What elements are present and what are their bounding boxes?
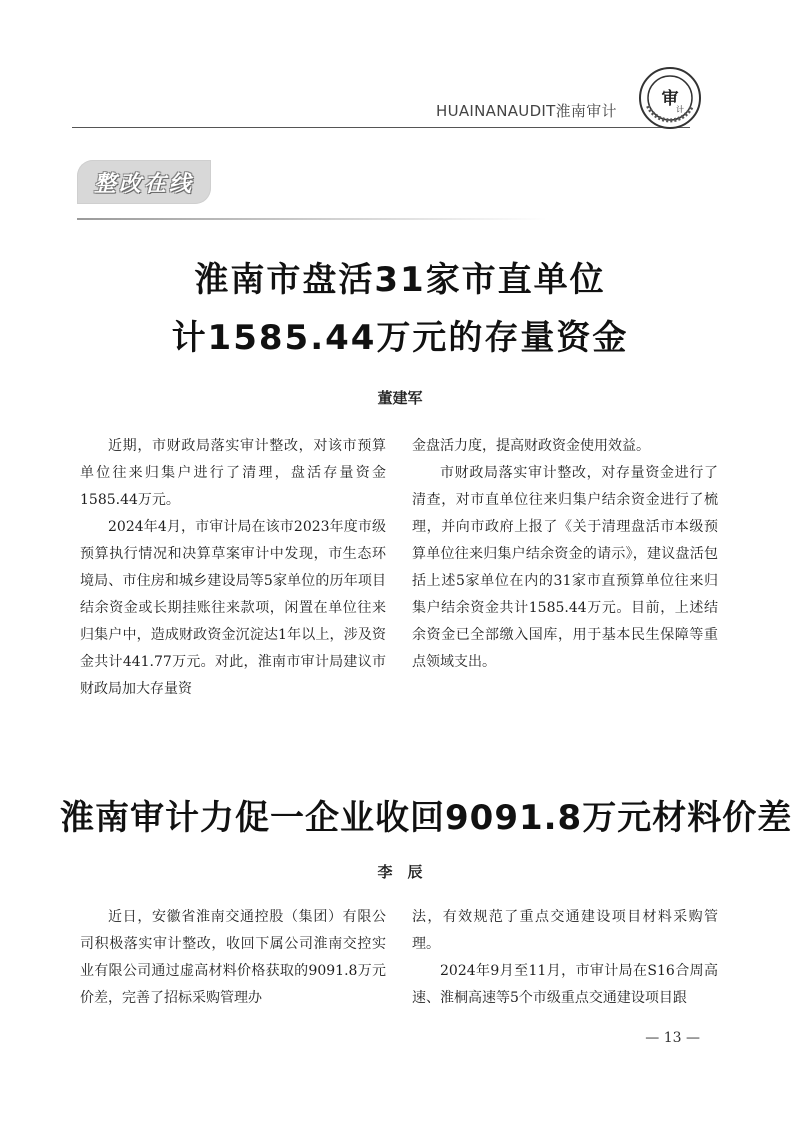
svg-text:审: 审 <box>661 89 679 109</box>
paragraph: 2024年4月，市审计局在该市2023年度市级预算执行情况和决算草案审计中发现，市生态环境局、市住房和城乡建设局等5家单位的历年项目结余资金或长期挂账往来款项，闲置在单位往来归集户中，造成财政资金沉淀达1年以上，涉及资金共计441.77万元。对此，淮南市审计局建议市财政局加大存量资 <box>80 519 386 697</box>
journal-logo <box>638 66 702 130</box>
article1-author: 董建军 <box>377 389 423 407</box>
section-divider <box>77 218 547 220</box>
article1-title-line2: 计1585.44万元的存量资金 <box>171 318 629 358</box>
article1-left-column <box>80 433 386 703</box>
paragraph-continuation: 法，有效规范了重点交通建设项目材料采购管理。 <box>412 909 718 952</box>
article2-title: 淮南审计力促一企业收回9091.8万元材料价差 <box>60 798 793 838</box>
header-divider <box>72 127 690 128</box>
journal-header-title: HUAINANAUDIT淮南审计 <box>436 102 617 120</box>
article2-left-column <box>80 904 386 1012</box>
paragraph: 近期，市财政局落实审计整改，对该市预算单位往来归集户进行了清理，盘活存量资金1585.44万元。 <box>80 438 386 508</box>
section-tab <box>77 160 211 204</box>
article2-author: 李 辰 <box>377 863 423 881</box>
article1-title-line1: 淮南市盘活31家市直单位 <box>194 260 606 300</box>
audit-seal-icon <box>638 66 702 130</box>
paragraph: 近日，安徽省淮南交通控股（集团）有限公司积极落实审计整改，收回下属公司淮南交控实业有限公司通过虚高材料价格获取的9091.8万元价差，完善了招标采购管理办 <box>80 909 386 1006</box>
page-number: — 13 — <box>645 1030 700 1046</box>
paragraph: 2024年9月至11月，市审计局在S16合周高速、淮桐高速等5个市级重点交通建设项目跟 <box>412 963 718 1006</box>
section-label: 整改在线 <box>93 171 194 197</box>
article2-right-column <box>412 904 718 1012</box>
svg-text:计: 计 <box>676 105 684 114</box>
paragraph: 市财政局落实审计整改，对存量资金进行了清查，对市直单位往来归集户结余资金进行了梳理，并向市政府上报了《关于清理盘活市本级预算单位往来归集户结余资金的请示》，建议盘活包括上述5家单位在内的31家市直预算单位往来归集户结余资金共计1585.44万元。目前，上述结余资金已全部缴入国库，用于基本民生保障等重点领域支出。 <box>412 465 718 670</box>
paragraph-continuation: 金盘活力度，提高财政资金使用效益。 <box>412 438 650 454</box>
article1-right-column <box>412 433 718 676</box>
